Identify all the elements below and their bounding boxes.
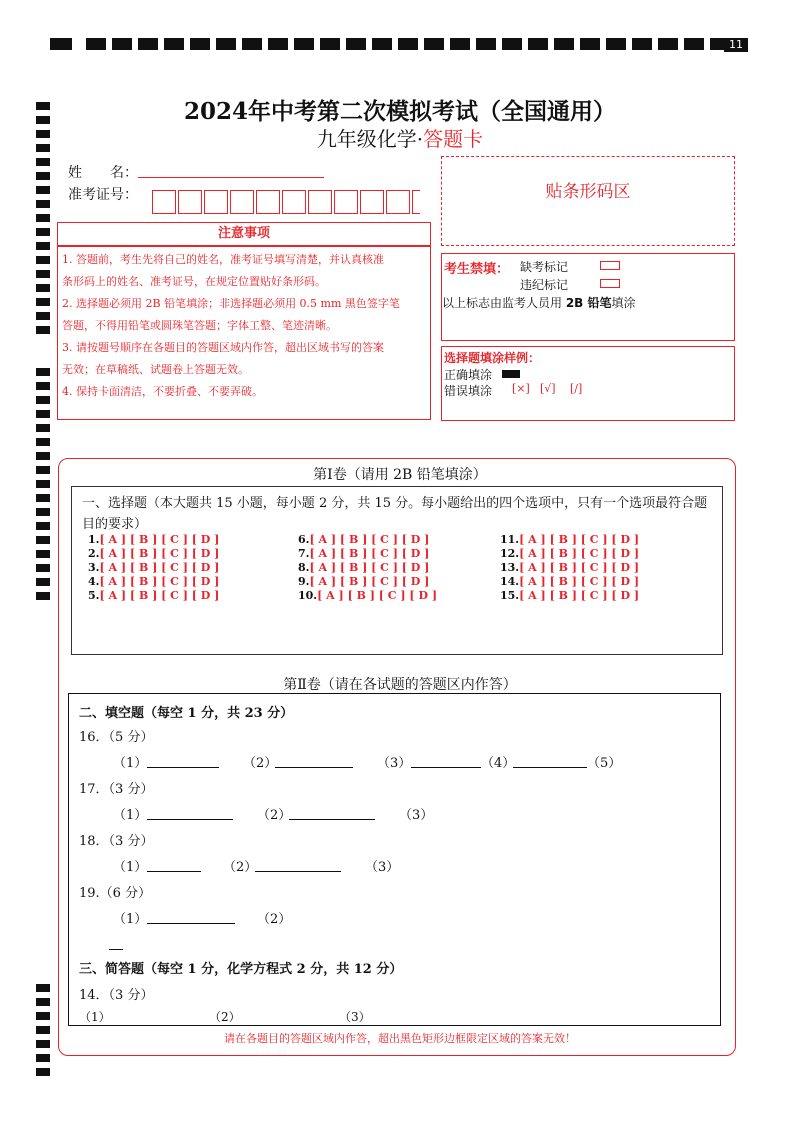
part2-heading: 第Ⅱ卷（请在各试题的答题区内作答） bbox=[283, 677, 517, 693]
mc-number: 5. bbox=[88, 589, 100, 602]
mc-number: 10. bbox=[298, 589, 318, 602]
page-number: 11 bbox=[724, 38, 748, 52]
violation-mark-box[interactable] bbox=[600, 279, 620, 288]
mc-options[interactable]: [ A ] [ B ] [ C ] [ D ] bbox=[519, 533, 640, 546]
q18-mark-2: （2） bbox=[223, 860, 258, 875]
q18-mark-1: （1） bbox=[113, 860, 148, 875]
mc-row[interactable] bbox=[298, 575, 437, 589]
page-title: 2024年中考第二次模拟考试（全国通用） bbox=[183, 98, 616, 125]
notes-box bbox=[57, 246, 431, 420]
wrong-mark-cross: [×] bbox=[512, 382, 530, 395]
mc-options[interactable]: [ A ] [ B ] [ C ] [ D ] bbox=[99, 575, 220, 588]
mc-number: 9. bbox=[298, 575, 310, 588]
notes-item: 答题，不得用铅笔或圆珠笔答题；字体工整、笔迹清晰。 bbox=[62, 319, 337, 332]
q14-mark-2: （2） bbox=[209, 1010, 241, 1024]
q16-blank-3[interactable] bbox=[411, 767, 481, 768]
mc-options[interactable]: [ A ] [ B ] [ C ] [ D ] bbox=[309, 575, 430, 588]
mc-row[interactable] bbox=[88, 533, 219, 547]
mc-options[interactable]: [ A ] [ B ] [ C ] [ D ] bbox=[317, 589, 438, 602]
name-field[interactable] bbox=[138, 177, 324, 178]
notes-item: 无效；在草稿纸、试题卷上答题无效。 bbox=[62, 363, 249, 376]
mc-number: 1. bbox=[88, 533, 100, 546]
mc-number: 14. bbox=[500, 575, 520, 588]
q18-label: 18．（3 分） bbox=[79, 834, 154, 849]
q17-mark-1: （1） bbox=[113, 808, 148, 823]
wrong-mark-slash: [/] bbox=[570, 382, 583, 395]
absent-label: 缺考标记 bbox=[520, 260, 569, 274]
q16-mark-2: （2） bbox=[243, 756, 278, 771]
mc-options[interactable]: [ A ] [ B ] [ C ] [ D ] bbox=[309, 561, 430, 574]
q19-label: 19.（6 分） bbox=[79, 886, 152, 901]
part1-box bbox=[71, 486, 723, 655]
mc-number: 12. bbox=[500, 547, 520, 560]
mc-row[interactable] bbox=[500, 561, 639, 575]
subtitle-accent: 答题卡 bbox=[423, 127, 484, 151]
name-label: 姓 名： bbox=[68, 165, 138, 181]
q17-mark-2: （2） bbox=[257, 808, 292, 823]
mc-column-2 bbox=[298, 533, 437, 603]
short-title: 三、简答题（每空 1 分，化学方程式 2 分，共 12 分） bbox=[79, 962, 403, 977]
notes-title: 注意事项 bbox=[217, 226, 270, 241]
mc-number: 8. bbox=[298, 561, 310, 574]
mc-row[interactable] bbox=[298, 589, 437, 603]
notes-item: 4. 保持卡面清洁，不要折叠、不要弄破。 bbox=[62, 385, 263, 398]
mc-row[interactable] bbox=[298, 547, 437, 561]
q16-blank-4[interactable] bbox=[513, 767, 587, 768]
notes-item: 1. 答题前，考生先将自己的姓名，准考证号填写清楚，并认真核准 bbox=[62, 253, 384, 266]
subtitle-main: 九年级化学· bbox=[316, 127, 424, 151]
q19-blank-extra[interactable] bbox=[109, 949, 123, 950]
mc-column-1 bbox=[88, 533, 219, 603]
mc-row[interactable] bbox=[88, 547, 219, 561]
mc-number: 4. bbox=[88, 575, 100, 588]
mc-options[interactable]: [ A ] [ B ] [ C ] [ D ] bbox=[519, 547, 640, 560]
q14-mark-3: （3） bbox=[339, 1010, 371, 1024]
q14-label: 14．（3 分） bbox=[79, 988, 154, 1003]
mc-row[interactable] bbox=[500, 589, 639, 603]
notes-item: 条形码上的姓名、准考证号，在规定位置贴好条形码。 bbox=[62, 275, 326, 288]
sample-title: 选择题填涂样例： bbox=[444, 351, 541, 365]
mc-options[interactable]: [ A ] [ B ] [ C ] [ D ] bbox=[99, 589, 220, 602]
q16-mark-3: （3） bbox=[377, 756, 412, 771]
q18-blank-1[interactable] bbox=[147, 871, 201, 872]
mc-options[interactable]: [ A ] [ B ] [ C ] [ D ] bbox=[519, 589, 640, 602]
q16-mark-4: （4） bbox=[481, 756, 516, 771]
q19-mark-2: （2） bbox=[257, 912, 292, 927]
id-cells[interactable] bbox=[152, 190, 420, 216]
q17-blank-1[interactable] bbox=[147, 819, 233, 820]
sample-box bbox=[441, 346, 735, 421]
mc-row[interactable] bbox=[500, 547, 639, 561]
q17-mark-3: （3） bbox=[399, 808, 434, 823]
mc-options[interactable]: [ A ] [ B ] [ C ] [ D ] bbox=[99, 533, 220, 546]
page-subtitle bbox=[0, 123, 800, 152]
mc-options[interactable]: [ A ] [ B ] [ C ] [ D ] bbox=[309, 547, 430, 560]
q14-mark-1: （1） bbox=[79, 1010, 111, 1024]
mc-options[interactable]: [ A ] [ B ] [ C ] [ D ] bbox=[519, 561, 640, 574]
mc-number: 13. bbox=[500, 561, 520, 574]
q17-blank-2[interactable] bbox=[289, 819, 375, 820]
q16-mark-1: （1） bbox=[113, 756, 148, 771]
mc-options[interactable]: [ A ] [ B ] [ C ] [ D ] bbox=[309, 533, 430, 546]
mc-number: 11. bbox=[500, 533, 520, 546]
mc-row[interactable] bbox=[500, 533, 639, 547]
footer-warning: 请在各题目的答题区域内作答，超出黑色矩形边框限定区域的答案无效！ bbox=[224, 1032, 576, 1045]
wrong-label: 错误填涂 bbox=[444, 384, 493, 398]
prohibited-note-post: 填涂 bbox=[611, 296, 636, 310]
q18-blank-2[interactable] bbox=[255, 871, 341, 872]
mc-row[interactable] bbox=[88, 561, 219, 575]
timing-marks-top bbox=[50, 38, 750, 52]
notes-item: 2. 选择题必须用 2B 铅笔填涂；非选择题必须用 0.5 mm 黑色签字笔 bbox=[62, 297, 400, 310]
q19-mark-1: （1） bbox=[113, 912, 148, 927]
mc-number: 7. bbox=[298, 547, 310, 560]
mc-row[interactable] bbox=[298, 561, 437, 575]
prohibited-note-pre: 以上标志由监考人员用 bbox=[442, 296, 566, 310]
barcode-area bbox=[441, 156, 735, 246]
notes-list bbox=[62, 249, 426, 403]
q19-blank-1[interactable] bbox=[147, 923, 235, 924]
mc-row[interactable] bbox=[88, 575, 219, 589]
violation-label: 违纪标记 bbox=[520, 278, 569, 292]
mc-number: 15. bbox=[500, 589, 520, 602]
mc-row[interactable] bbox=[298, 533, 437, 547]
q18-mark-3: （3） bbox=[365, 860, 400, 875]
notes-item: 3. 请按题号顺序在各题目的答题区域内作答，超出区域书写的答案 bbox=[62, 341, 384, 354]
barcode-label: 贴条形码区 bbox=[545, 182, 631, 202]
id-label: 准考证号： bbox=[68, 187, 138, 203]
mc-column-3 bbox=[500, 533, 639, 603]
q17-label: 17．（3 分） bbox=[79, 782, 154, 797]
prohibited-box bbox=[441, 253, 735, 341]
mc-number: 2. bbox=[88, 547, 100, 560]
correct-fill-sample bbox=[502, 370, 520, 378]
mc-options[interactable]: [ A ] [ B ] [ C ] [ D ] bbox=[99, 547, 220, 560]
q16-label: 16．（5 分） bbox=[79, 730, 154, 745]
part2-box bbox=[68, 693, 721, 1026]
wrong-mark-check: [√] bbox=[540, 382, 556, 395]
mc-instructions: 一、选择题（本大题共 15 小题，每小题 2 分，共 15 分。每小题给出的四个选项中，只有一个选项最符合题目的要求） bbox=[82, 496, 708, 532]
prohibited-note bbox=[442, 294, 636, 311]
mc-number: 3. bbox=[88, 561, 100, 574]
prohibited-title: 考生禁填： bbox=[444, 262, 510, 277]
fill-title: 二、填空题（每空 1 分，共 23 分） bbox=[79, 706, 294, 721]
q16-mark-5: （5） bbox=[587, 756, 622, 771]
mc-row[interactable] bbox=[500, 575, 639, 589]
absent-mark-box[interactable] bbox=[600, 261, 620, 270]
mc-options[interactable]: [ A ] [ B ] [ C ] [ D ] bbox=[519, 575, 640, 588]
notes-header bbox=[57, 222, 431, 246]
q16-blank-2[interactable] bbox=[275, 767, 353, 768]
correct-label: 正确填涂 bbox=[444, 368, 493, 382]
part1-heading: 第Ⅰ卷（请用 2B 铅笔填涂） bbox=[313, 467, 487, 483]
mc-options[interactable]: [ A ] [ B ] [ C ] [ D ] bbox=[99, 561, 220, 574]
mc-row[interactable] bbox=[88, 589, 219, 603]
mc-number: 6. bbox=[298, 533, 310, 546]
q16-blank-1[interactable] bbox=[147, 767, 219, 768]
prohibited-note-bold: 2B 铅笔 bbox=[565, 296, 612, 310]
